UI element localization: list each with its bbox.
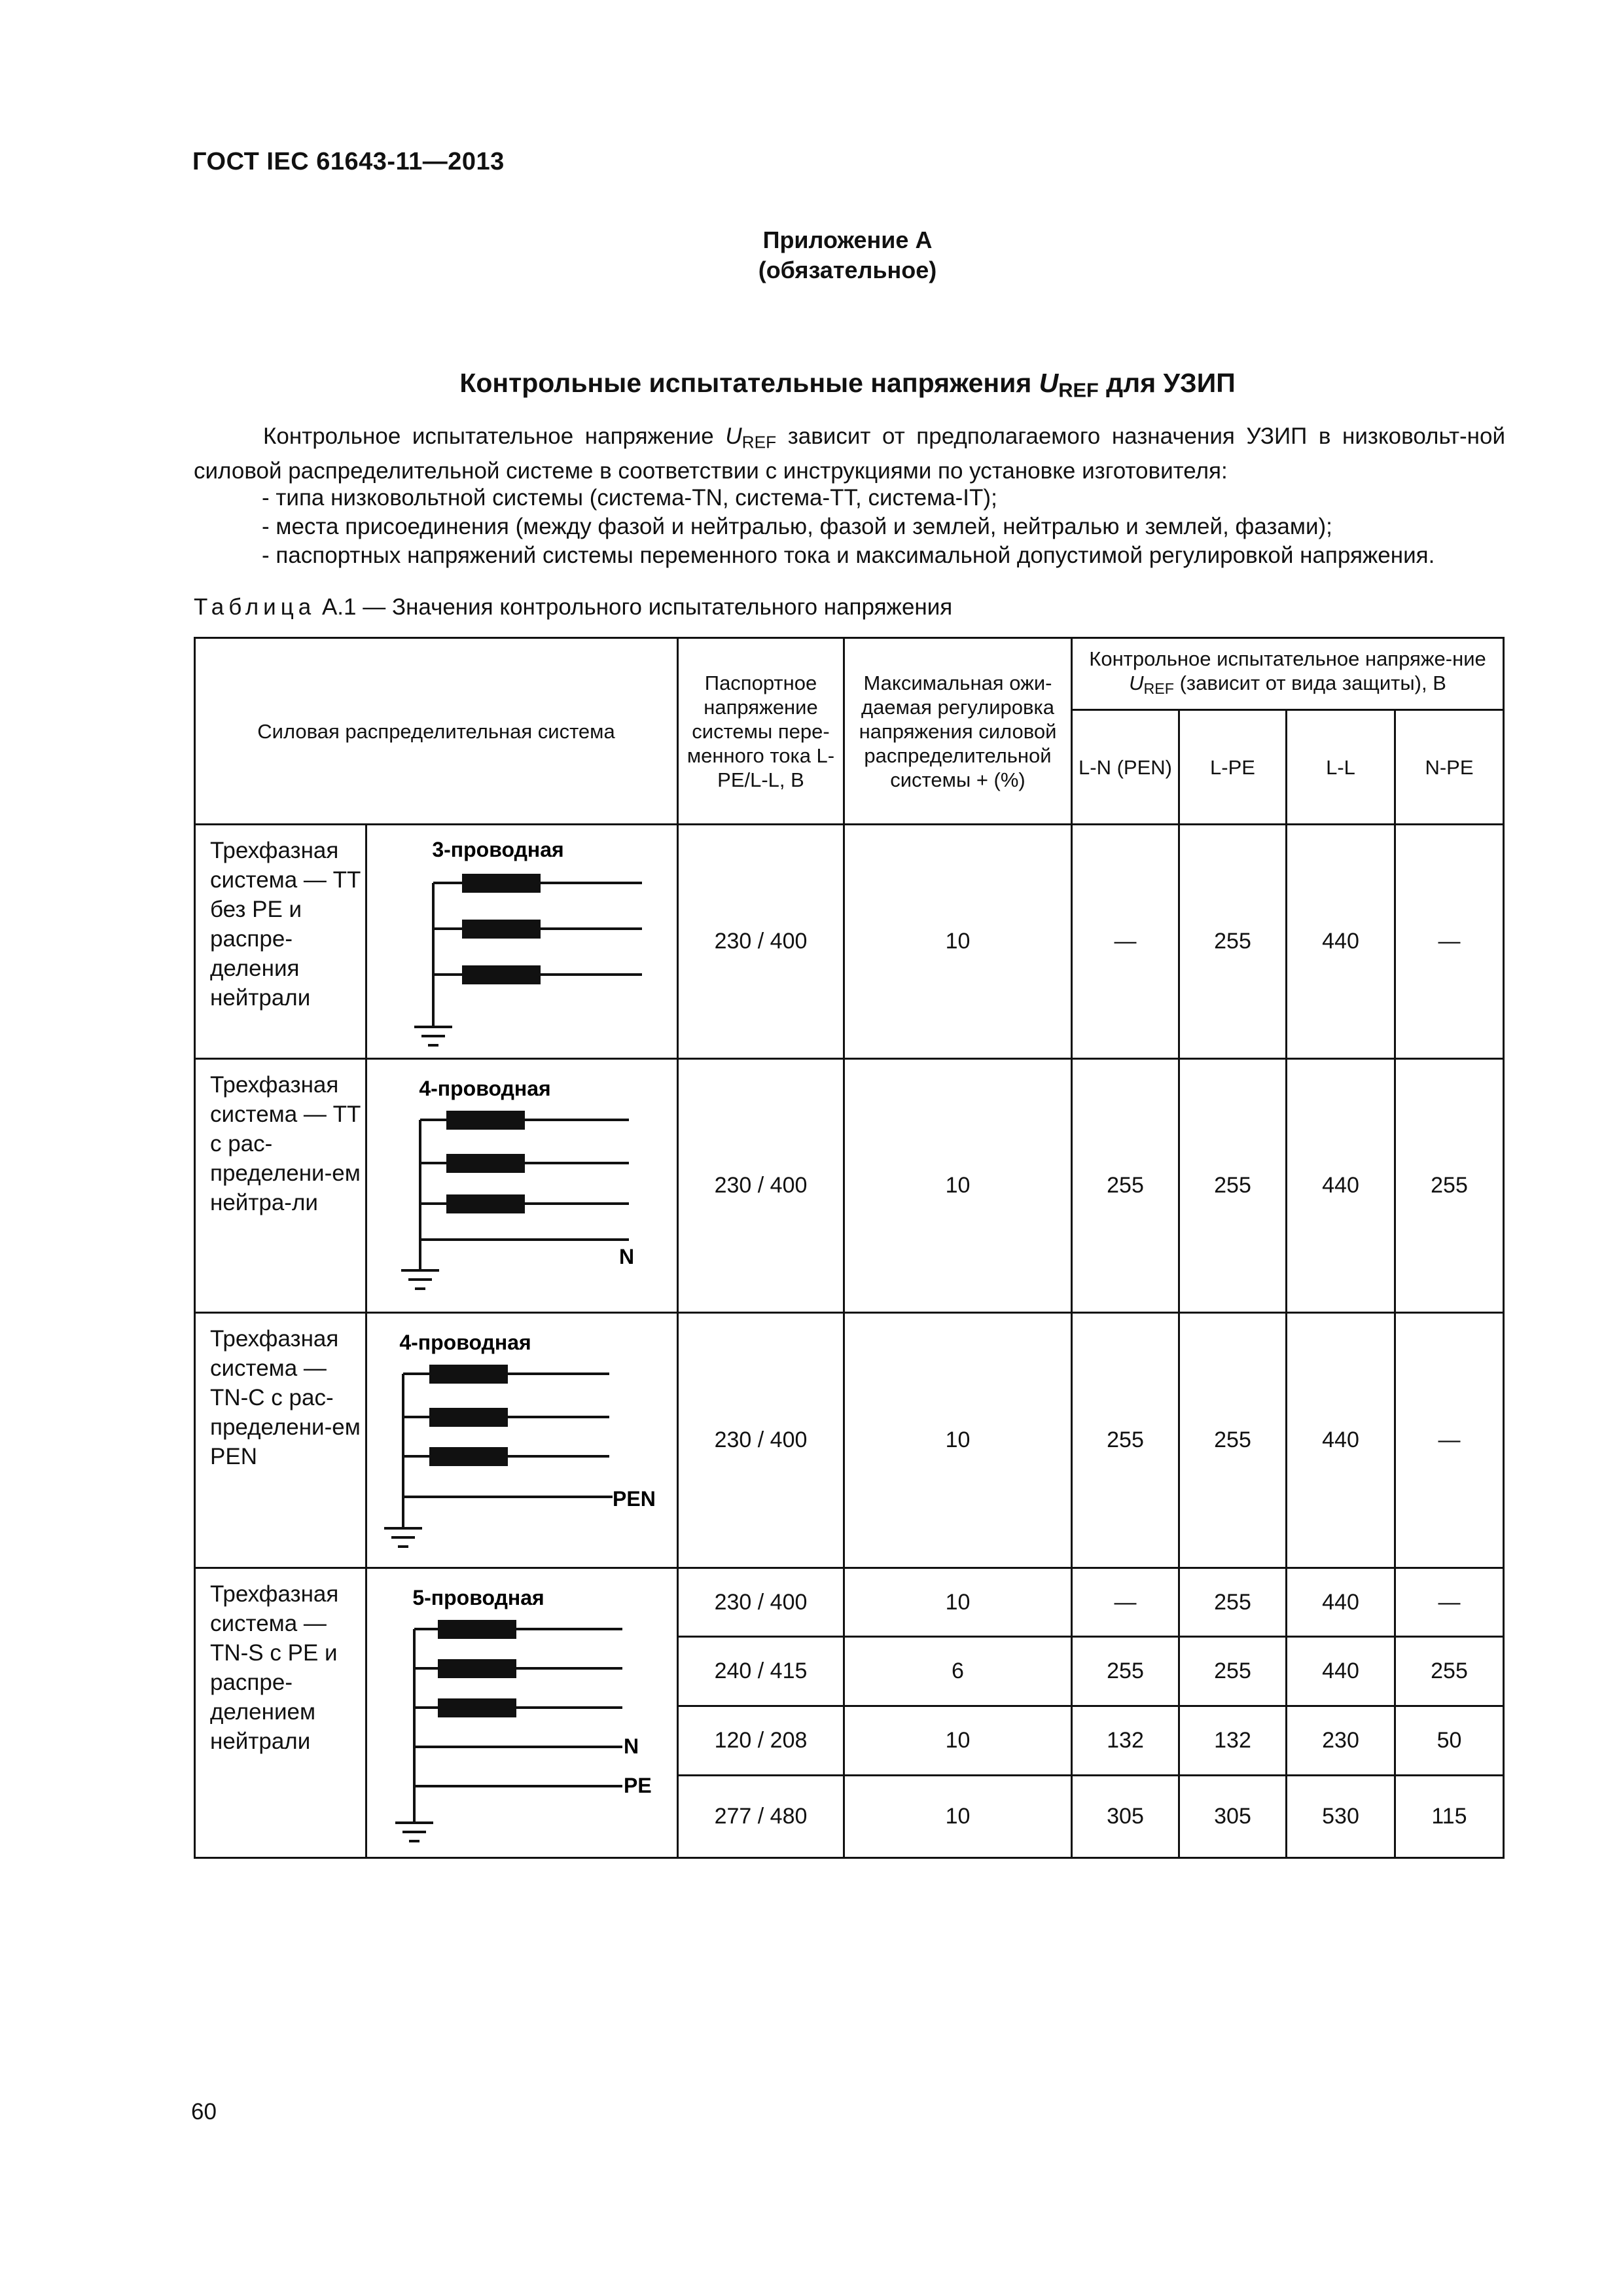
npe-cell: 115 <box>1395 1776 1504 1858</box>
ll-cell: 230 <box>1287 1706 1395 1775</box>
regulation-cell: 10 <box>844 1776 1072 1858</box>
ll-cell: 440 <box>1287 1637 1395 1706</box>
wiring-diagram-4-wire <box>366 1059 678 1313</box>
npe-cell: 50 <box>1395 1706 1504 1775</box>
system-name: Трехфазная система — ТТ без PE и распре-деления нейтрали <box>195 825 366 1059</box>
table-row <box>195 1313 1504 1568</box>
ln-cell: 255 <box>1072 1637 1179 1706</box>
document-code: ГОСТ IEC 61643-11—2013 <box>192 148 505 175</box>
diagram-label: 5-проводная <box>412 1586 544 1609</box>
rated-voltage-cell: 230 / 400 <box>678 1313 844 1568</box>
bullet-item: - места присоединения (между фазой и нейтралью, фазой и землей, нейтралью и землей, фазами); <box>262 514 1332 539</box>
appendix-subtitle: (обязательное) <box>758 257 937 283</box>
regulation-cell: 10 <box>844 1059 1072 1313</box>
diagram-label: 4-проводная <box>419 1077 551 1100</box>
header-lpe: L-PE <box>1179 710 1287 825</box>
ll-cell: 440 <box>1287 1568 1395 1637</box>
regulation-cell: 10 <box>844 825 1072 1059</box>
reference-voltage-table <box>194 637 1505 1859</box>
header-system: Силовая распределительная система <box>195 638 678 825</box>
npe-cell: 255 <box>1395 1059 1504 1313</box>
regulation-cell: 10 <box>844 1568 1072 1637</box>
regulation-cell: 10 <box>844 1706 1072 1775</box>
bullet-item: - паспортных напряжений системы переменного тока и максимальной допустимой регулировкой напряжения. <box>262 543 1435 568</box>
system-name: Трехфазная система — ТТ с рас-пределени-ем нейтра-ли <box>195 1059 366 1313</box>
conductor-label-n: N <box>624 1734 639 1758</box>
ln-cell: 305 <box>1072 1776 1179 1858</box>
ln-cell: — <box>1072 1568 1179 1637</box>
ll-cell: 440 <box>1287 1059 1395 1313</box>
conductor-label-pen: PEN <box>613 1487 656 1511</box>
npe-cell: — <box>1395 825 1504 1059</box>
system-name: Трехфазная система — TN-S с PE и распре-делением нейтрали <box>195 1568 366 1858</box>
ll-cell: 440 <box>1287 825 1395 1059</box>
section-title: Контрольные испытательные напряжения $U_{REF}$ для УЗИП <box>459 368 1236 402</box>
wiring-diagram-3-wire <box>366 825 678 1059</box>
npe-cell: 255 <box>1395 1637 1504 1706</box>
rated-voltage-cell: 120 / 208 <box>678 1706 844 1775</box>
lpe-cell: 255 <box>1179 825 1287 1059</box>
system-name: Трехфазная система — TN-C с рас-пределени-ем PEN <box>195 1313 366 1568</box>
ll-cell: 530 <box>1287 1776 1395 1858</box>
regulation-cell: 10 <box>844 1313 1072 1568</box>
rated-voltage-cell: 230 / 400 <box>678 825 844 1059</box>
intro-paragraph: Контрольное испытательное напряжение $U_{REF}$ зависит от предполагаемого назначения УЗИП в низковольт-ной силовой распределительной системе в соответствии с инструкциями по установке изготовителя: <box>194 423 1505 484</box>
conductor-label-pe: PE <box>624 1774 652 1797</box>
header-uref: Контрольное испытательное напряже-ние $U_{REF}$ (зависит от вида защиты), В <box>1072 638 1504 710</box>
header-max-regulation: Максимальная ожи-даемая регулировка напряжения силовой распределительной системы + (%) <box>844 638 1072 825</box>
header-ln: L-N (PEN) <box>1072 710 1179 825</box>
ln-cell: 132 <box>1072 1706 1179 1775</box>
rated-voltage-cell: 240 / 415 <box>678 1637 844 1706</box>
rated-voltage-cell: 230 / 400 <box>678 1568 844 1637</box>
table-row <box>195 1568 1504 1637</box>
wiring-diagram-5-wire <box>366 1568 678 1858</box>
lpe-cell: 255 <box>1179 1637 1287 1706</box>
lpe-cell: 255 <box>1179 1059 1287 1313</box>
regulation-cell: 6 <box>844 1637 1072 1706</box>
conductor-label-n: N <box>619 1245 635 1268</box>
table-row <box>195 825 1504 1059</box>
lpe-cell: 255 <box>1179 1568 1287 1637</box>
header-ll: L-L <box>1287 710 1395 825</box>
header-npe: N-PE <box>1395 710 1504 825</box>
ln-cell: 255 <box>1072 1313 1179 1568</box>
wiring-diagram-4-wire-pen <box>366 1313 678 1568</box>
intro-bullet-list <box>262 484 1435 570</box>
table-caption: Таблица А.1 — Значения контрольного испытательного напряжения <box>194 594 953 620</box>
bullet-item: - типа низковольтной системы (система-TN, система-ТТ, система-IT); <box>262 485 997 511</box>
rated-voltage-cell: 277 / 480 <box>678 1776 844 1858</box>
diagram-label: 4-проводная <box>399 1331 531 1354</box>
npe-cell: — <box>1395 1568 1504 1637</box>
table-row <box>195 1059 1504 1313</box>
ln-cell: 255 <box>1072 1059 1179 1313</box>
lpe-cell: 305 <box>1179 1776 1287 1858</box>
rated-voltage-cell: 230 / 400 <box>678 1059 844 1313</box>
appendix-title: Приложение А <box>762 226 933 253</box>
ln-cell: — <box>1072 825 1179 1059</box>
header-rated-voltage: Паспортное напряжение системы пере-менного тока L-PE/L-L, В <box>678 638 844 825</box>
diagram-label: 3-проводная <box>432 838 564 861</box>
npe-cell: — <box>1395 1313 1504 1568</box>
lpe-cell: 132 <box>1179 1706 1287 1775</box>
lpe-cell: 255 <box>1179 1313 1287 1568</box>
page-number: 60 <box>191 2099 217 2125</box>
ll-cell: 440 <box>1287 1313 1395 1568</box>
